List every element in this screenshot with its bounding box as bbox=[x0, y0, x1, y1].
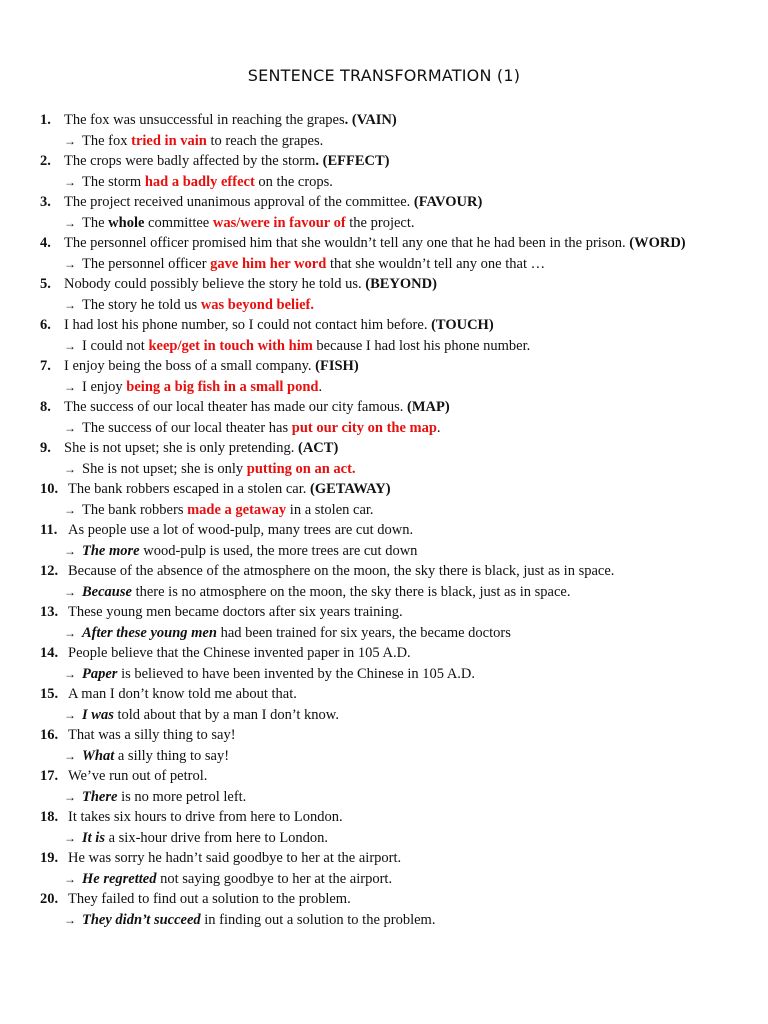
question-sentence: It takes six hours to drive from here to London. bbox=[68, 809, 343, 825]
answer-line bbox=[40, 541, 740, 562]
arrow-icon: → bbox=[64, 379, 76, 394]
answer-text: that she wouldn’t tell any one that … bbox=[326, 255, 546, 272]
question-line bbox=[40, 602, 740, 623]
question-sentence: That was a silly thing to say! bbox=[68, 727, 236, 743]
exercise-item bbox=[40, 438, 740, 479]
question-sentence: The crops were badly affected by the storm bbox=[64, 153, 316, 169]
answer-line bbox=[40, 664, 740, 685]
exercise-item bbox=[40, 315, 740, 356]
arrow-icon: → bbox=[64, 215, 76, 230]
answer-highlight: tried in vain bbox=[131, 132, 207, 149]
item-number: 15. bbox=[40, 686, 59, 702]
item-number: 18. bbox=[40, 809, 59, 825]
arrow-icon: → bbox=[64, 338, 76, 353]
answer-line bbox=[40, 582, 740, 603]
item-number: 4. bbox=[40, 235, 51, 251]
answer-highlight: made a getaway bbox=[187, 501, 287, 518]
item-number: 7. bbox=[40, 358, 51, 374]
answer-highlight: was beyond belief. bbox=[200, 296, 315, 313]
answer-line bbox=[40, 254, 740, 275]
item-number: 2. bbox=[40, 153, 51, 169]
item-number: 6. bbox=[40, 317, 51, 333]
exercise-item bbox=[40, 397, 740, 438]
exercise-item bbox=[40, 725, 740, 766]
answer-text: The bank robbers bbox=[82, 501, 188, 518]
question-line bbox=[40, 520, 740, 541]
question-line bbox=[40, 151, 740, 172]
question-line bbox=[40, 725, 740, 746]
answer-text: The fox bbox=[82, 132, 132, 149]
question-text bbox=[68, 807, 740, 828]
question-text bbox=[64, 151, 740, 172]
question-line bbox=[40, 766, 740, 787]
answer-text: is no more petrol left. bbox=[117, 788, 247, 805]
question-line bbox=[40, 848, 740, 869]
question-text bbox=[64, 192, 740, 213]
question-sentence: Because of the absence of the atmosphere on the moon, the sky there is black, just as in space. bbox=[68, 563, 615, 579]
question-line bbox=[40, 356, 740, 377]
question-sentence: The bank robbers escaped in a stolen car. bbox=[68, 481, 310, 497]
arrow-icon: → bbox=[64, 912, 76, 927]
answer-line bbox=[40, 336, 740, 357]
answer-line bbox=[40, 172, 740, 193]
keyword: (WORD) bbox=[629, 235, 686, 251]
answer-line bbox=[40, 623, 740, 644]
exercise-item bbox=[40, 151, 740, 192]
question-line bbox=[40, 643, 740, 664]
answer-text: the project. bbox=[345, 214, 415, 231]
answer-text: I could not bbox=[82, 337, 149, 354]
item-number: 17. bbox=[40, 768, 59, 784]
answer-text: on the crops. bbox=[254, 173, 333, 190]
answer-text: wood-pulp is used, the more trees are cut down bbox=[139, 542, 418, 559]
question-line bbox=[40, 397, 740, 418]
exercise-item bbox=[40, 807, 740, 848]
question-sentence: People believe that the Chinese invented paper in 105 A.D. bbox=[68, 645, 411, 661]
answer-line bbox=[40, 418, 740, 439]
answer-emphasis: After these young men bbox=[82, 624, 217, 641]
item-number: 3. bbox=[40, 194, 51, 210]
question-sentence: The personnel officer promised him that she wouldn’t tell any one that he had been in the prison. bbox=[64, 235, 630, 251]
arrow-icon: → bbox=[64, 830, 76, 845]
answer-line bbox=[40, 131, 740, 152]
question-line bbox=[40, 807, 740, 828]
arrow-icon: → bbox=[64, 420, 76, 435]
question-text bbox=[64, 356, 740, 377]
question-sentence: I enjoy being the boss of a small company. bbox=[64, 358, 316, 374]
question-text bbox=[68, 643, 740, 664]
arrow-icon: → bbox=[64, 256, 76, 271]
item-number: 9. bbox=[40, 440, 51, 456]
answer-text: a six-hour drive from here to London. bbox=[104, 829, 329, 846]
keyword: (FAVOUR) bbox=[413, 194, 483, 210]
keyword: (ACT) bbox=[298, 440, 339, 456]
question-text bbox=[68, 520, 740, 541]
answer-emphasis: It is bbox=[82, 829, 105, 846]
question-sentence: They failed to find out a solution to the problem. bbox=[68, 891, 351, 907]
answer-line bbox=[40, 705, 740, 726]
arrow-icon: → bbox=[64, 133, 76, 148]
answer-emphasis: They didn’t succeed bbox=[82, 911, 201, 928]
answer-highlight: being a big fish in a small pond bbox=[126, 378, 319, 395]
answer-highlight: put our city on the map bbox=[291, 419, 437, 436]
item-number: 10. bbox=[40, 481, 59, 497]
question-line bbox=[40, 315, 740, 336]
answer-text: The story he told us bbox=[82, 296, 201, 313]
answer-emphasis: whole bbox=[108, 214, 145, 231]
answer-text: in a stolen car. bbox=[286, 501, 374, 518]
answer-text: there is no atmosphere on the moon, the sky there is black, just as in space. bbox=[131, 583, 571, 600]
answer-emphasis: There bbox=[82, 788, 118, 805]
answer-text: is believed to have been invented by the Chinese in 105 A.D. bbox=[117, 665, 476, 682]
item-number: 13. bbox=[40, 604, 59, 620]
answer-line bbox=[40, 377, 740, 398]
arrow-icon: → bbox=[64, 174, 76, 189]
answer-emphasis: Paper bbox=[82, 665, 118, 682]
question-sentence: The fox was unsuccessful in reaching the grapes bbox=[64, 112, 345, 128]
item-number: 20. bbox=[40, 891, 59, 907]
answer-text: in finding out a solution to the problem. bbox=[200, 911, 436, 928]
item-number: 12. bbox=[40, 563, 59, 579]
question-line bbox=[40, 479, 740, 500]
keyword: (GETAWAY) bbox=[309, 481, 391, 497]
item-number: 1. bbox=[40, 112, 51, 128]
question-text bbox=[64, 397, 740, 418]
answer-line bbox=[40, 746, 740, 767]
question-text bbox=[64, 233, 740, 254]
question-text bbox=[68, 725, 740, 746]
answer-line bbox=[40, 295, 740, 316]
question-sentence: I had lost his phone number, so I could not contact him before. bbox=[64, 317, 432, 333]
exercise-item bbox=[40, 766, 740, 807]
question-text bbox=[68, 889, 740, 910]
answer-emphasis: What bbox=[82, 747, 115, 764]
answer-text: The storm bbox=[82, 173, 145, 190]
question-text bbox=[68, 766, 740, 787]
arrow-icon: → bbox=[64, 297, 76, 312]
answer-highlight: had a badly effect bbox=[144, 173, 255, 190]
arrow-icon: → bbox=[64, 625, 76, 640]
answer-line bbox=[40, 213, 740, 234]
answer-line bbox=[40, 787, 740, 808]
arrow-icon: → bbox=[64, 707, 76, 722]
arrow-icon: → bbox=[64, 502, 76, 517]
answer-text: to reach the grapes. bbox=[206, 132, 324, 149]
answer-line bbox=[40, 869, 740, 890]
answer-text: because I had lost his phone number. bbox=[312, 337, 531, 354]
arrow-icon: → bbox=[64, 871, 76, 886]
keyword: (TOUCH) bbox=[431, 317, 494, 333]
exercise-item bbox=[40, 192, 740, 233]
question-sentence: Nobody could possibly believe the story he told us. bbox=[64, 276, 366, 292]
keyword: (MAP) bbox=[407, 399, 450, 415]
question-sentence: As people use a lot of wood-pulp, many trees are cut down. bbox=[68, 522, 414, 538]
item-number: 16. bbox=[40, 727, 59, 743]
answer-highlight: was/were in favour of bbox=[212, 214, 346, 231]
question-text bbox=[64, 438, 740, 459]
answer-line bbox=[40, 828, 740, 849]
answer-emphasis: The more bbox=[82, 542, 140, 559]
question-text bbox=[64, 110, 740, 131]
exercise-item bbox=[40, 602, 740, 643]
answer-text: . bbox=[436, 419, 441, 436]
exercise-item bbox=[40, 479, 740, 520]
answer-text: a silly thing to say! bbox=[114, 747, 230, 764]
question-sentence: We’ve run out of petrol. bbox=[68, 768, 208, 784]
arrow-icon: → bbox=[64, 789, 76, 804]
question-line bbox=[40, 274, 740, 295]
question-text bbox=[68, 684, 740, 705]
question-text bbox=[68, 602, 740, 623]
question-line bbox=[40, 889, 740, 910]
question-sentence: He was sorry he hadn’t said goodbye to her at the airport. bbox=[68, 850, 402, 866]
arrow-icon: → bbox=[64, 461, 76, 476]
question-text bbox=[64, 274, 740, 295]
item-number: 11. bbox=[40, 522, 58, 538]
arrow-icon: → bbox=[64, 748, 76, 763]
answer-text: The personnel officer bbox=[82, 255, 211, 272]
answer-text: She is not upset; she is only bbox=[82, 460, 247, 477]
item-number: 19. bbox=[40, 850, 59, 866]
question-text bbox=[68, 561, 740, 582]
exercise-item bbox=[40, 848, 740, 889]
question-line bbox=[40, 438, 740, 459]
item-number: 5. bbox=[40, 276, 51, 292]
question-sentence: The success of our local theater has made our city famous. bbox=[64, 399, 408, 415]
answer-highlight: keep/get in touch with him bbox=[148, 337, 313, 354]
item-number: 14. bbox=[40, 645, 59, 661]
keyword: (BEYOND) bbox=[365, 276, 437, 292]
question-line bbox=[40, 110, 740, 131]
answer-highlight: putting on an act. bbox=[246, 460, 356, 477]
answer-line bbox=[40, 500, 740, 521]
exercise-item bbox=[40, 889, 740, 930]
exercise-item bbox=[40, 684, 740, 725]
exercise-item bbox=[40, 274, 740, 315]
question-sentence: These young men became doctors after six years training. bbox=[68, 604, 403, 620]
question-text bbox=[68, 479, 740, 500]
answer-line bbox=[40, 910, 740, 931]
exercise-item bbox=[40, 356, 740, 397]
answer-emphasis: I was bbox=[82, 706, 114, 723]
answer-text: committee bbox=[144, 214, 213, 231]
question-line bbox=[40, 684, 740, 705]
keyword: . (EFFECT) bbox=[315, 153, 390, 169]
answer-emphasis: Because bbox=[82, 583, 132, 600]
exercise-item bbox=[40, 233, 740, 274]
exercise-item bbox=[40, 643, 740, 684]
question-text bbox=[68, 848, 740, 869]
page-title: SENTENCE TRANSFORMATION (1) bbox=[247, 66, 521, 85]
question-sentence: She is not upset; she is only pretending. bbox=[64, 440, 298, 456]
question-line bbox=[40, 233, 740, 254]
answer-text: . bbox=[318, 378, 323, 395]
answer-text: had been trained for six years, the became doctors bbox=[216, 624, 511, 641]
question-line bbox=[40, 561, 740, 582]
exercise-list bbox=[40, 110, 740, 930]
answer-text: not saying goodbye to her at the airport. bbox=[156, 870, 393, 887]
answer-text: told about that by a man I don’t know. bbox=[113, 706, 339, 723]
answer-highlight: gave him her word bbox=[210, 255, 327, 272]
keyword: (FISH) bbox=[315, 358, 359, 374]
answer-text: The bbox=[82, 214, 109, 231]
answer-text: The success of our local theater has bbox=[82, 419, 292, 436]
question-sentence: The project received unanimous approval of the committee. bbox=[64, 194, 414, 210]
question-sentence: A man I don’t know told me about that. bbox=[68, 686, 297, 702]
question-text bbox=[64, 315, 740, 336]
question-line bbox=[40, 192, 740, 213]
item-number: 8. bbox=[40, 399, 51, 415]
answer-line bbox=[40, 459, 740, 480]
exercise-item bbox=[40, 110, 740, 151]
exercise-item bbox=[40, 561, 740, 602]
arrow-icon: → bbox=[64, 584, 76, 599]
arrow-icon: → bbox=[64, 666, 76, 681]
arrow-icon: → bbox=[64, 543, 76, 558]
keyword: . (VAIN) bbox=[344, 112, 397, 128]
answer-text: I enjoy bbox=[82, 378, 127, 395]
exercise-item bbox=[40, 520, 740, 561]
answer-emphasis: He regretted bbox=[82, 870, 157, 887]
